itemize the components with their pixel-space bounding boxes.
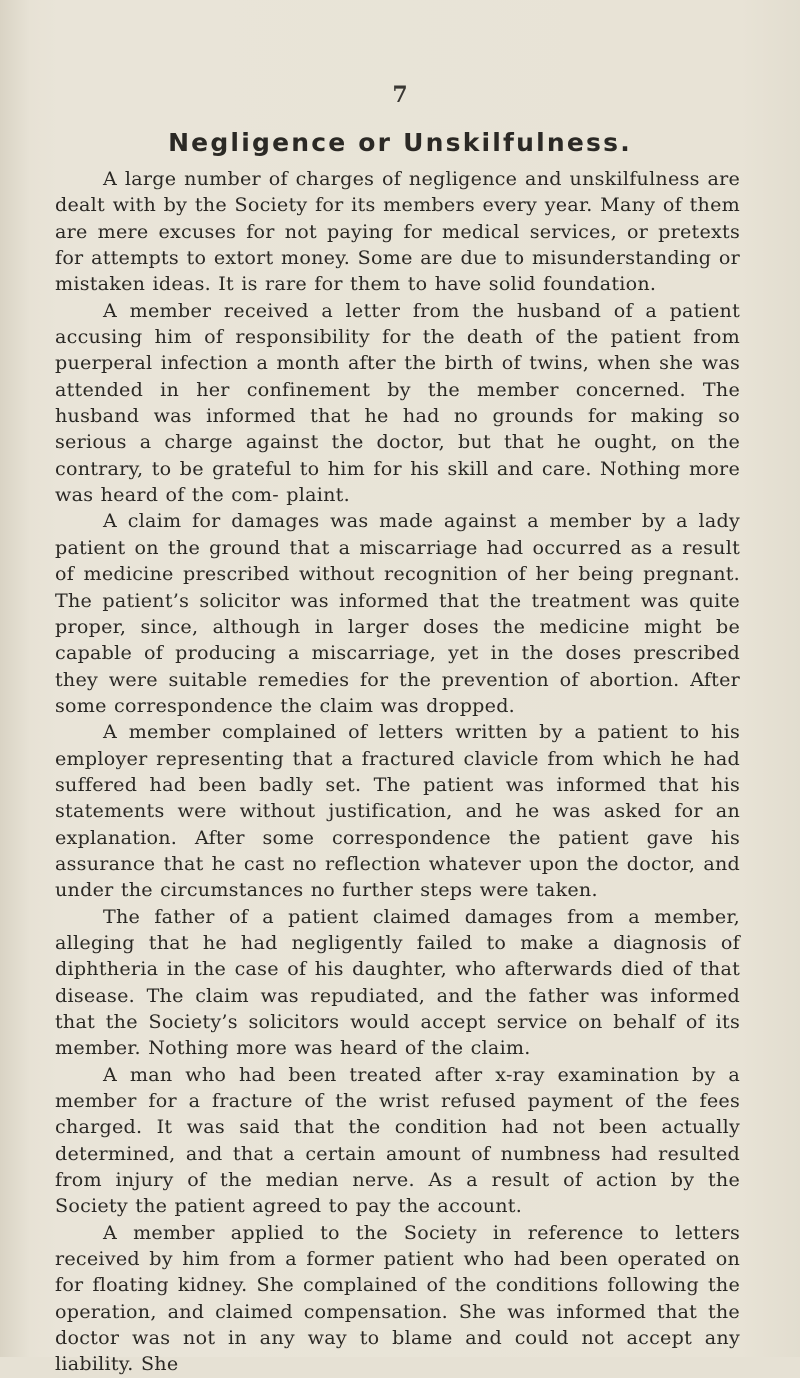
paragraph: A man who had been treated after x-ray examination by a member for a fracture of the wrist refused payment of the fees charged. It was said that the condition had not been actually determined, and that a certain amount of numbness had resulted from injury of the median nerve. As a result of action by the Society the patient agreed to pay the account.: [55, 1062, 740, 1218]
paragraph: The father of a patient claimed damages from a member, alleging that he had negligently failed to make a diagnosis of diphtheria in the case of his daughter, who afterwards died of that disease. The claim was repudiated, and the father was informed that the Society’s solicitors would accept service on behalf of its member. Nothing more was heard of the claim.: [55, 904, 740, 1060]
page-title: Negligence or Unskilfulness.: [168, 128, 632, 157]
paragraph: A member applied to the Society in reference to letters received by him from a former patient who had been operated on for floating kidney. She complained of the conditions following the operation, and claimed compensation. She was informed that the doctor was not in any way to blame and could not accept any liability. She: [55, 1220, 740, 1376]
paragraph: A member complained of letters written by a patient to his employer representing that a fractured clavicle from which he had suffered had been badly set. The patient was informed that his statements were without justification, and he was asked for an explanation. After some correspondence the patient gave his assurance that he cast no reflection whatever upon the doctor, and under the circumstances no further steps were taken.: [55, 720, 740, 902]
paragraph: A claim for damages was made against a member by a lady patient on the ground that a miscarriage had occurred as a result of medicine prescribed without recognition of her being pregnant. The patient’s solicitor was informed that the treatment was quite proper, since, although in larger doses the medicine might be capable of producing a miscarriage, yet in the doses prescribed they were suitable remedies for the prevention of abortion. After some correspondence the claim was dropped.: [55, 509, 740, 717]
body-text: [55, 166, 740, 1378]
paragraph: A member received a letter from the husband of a patient accusing him of responsibility for the death of the patient from puerperal infection a month after the birth of twins, when she was attended in her confinement by the member concerned. The husband was informed that he had no grounds for making so serious a charge against the doctor, but that he ought, on the contrary, to be grateful to him for his skill and care. Nothing more was heard of the com- plaint.: [55, 298, 740, 507]
paragraph: A large number of charges of negligence and unskilfulness are dealt with by the Society for its members every year. Many of them are mere excuses for not paying for medical services, or pretexts for attempts to extort money. Some are due to misunderstanding or mistaken ideas. It is rare for them to have solid foundation.: [55, 167, 740, 296]
page-number: 7: [392, 82, 408, 108]
